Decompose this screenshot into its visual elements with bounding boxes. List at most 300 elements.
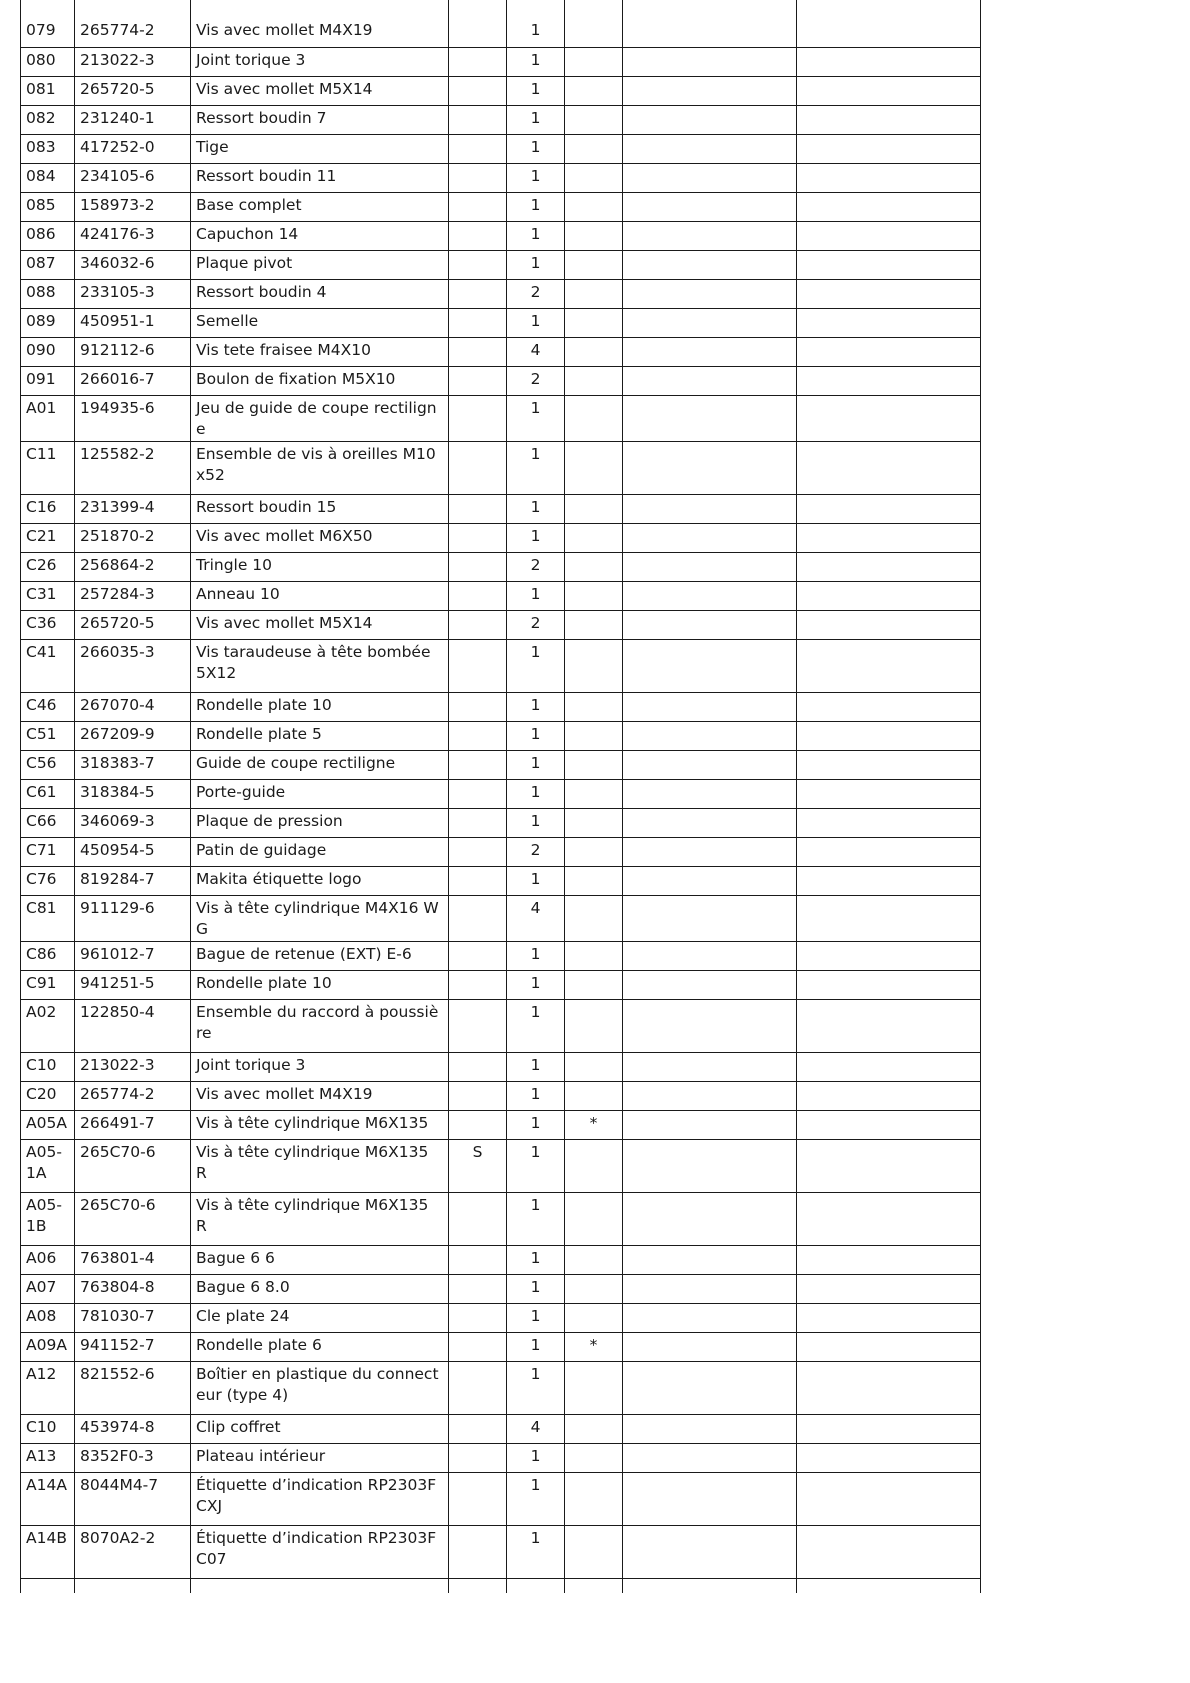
quantity-cell: 1 [507, 134, 565, 163]
table-row [21, 163, 981, 192]
table-row [21, 523, 981, 552]
flag-cell [449, 250, 507, 279]
description-cell: Vis avec mollet M5X14 [191, 610, 449, 639]
table-row [21, 395, 981, 441]
quantity-cell: 1 [507, 1081, 565, 1110]
quantity-cell: 1 [507, 1472, 565, 1525]
blank-cell [623, 1414, 797, 1443]
quantity-cell: 1 [507, 1332, 565, 1361]
flag-cell [449, 970, 507, 999]
quantity-cell: 2 [507, 610, 565, 639]
flag-cell [449, 779, 507, 808]
flag-cell [449, 692, 507, 721]
item-number-cell: C26 [21, 552, 75, 581]
part-number-cell: 961012-7 [75, 941, 191, 970]
blank-cell [797, 808, 981, 837]
table-row [21, 1245, 981, 1274]
part-number-cell: 233105-3 [75, 279, 191, 308]
quantity-cell: 1 [507, 308, 565, 337]
blank-cell [797, 1139, 981, 1192]
description-cell: Semelle [191, 308, 449, 337]
quantity-cell: 4 [507, 1414, 565, 1443]
flag-cell: S [449, 1139, 507, 1192]
description-cell: Vis avec mollet M5X14 [191, 76, 449, 105]
table-row [21, 552, 981, 581]
blank-cell [623, 1192, 797, 1245]
part-number-cell: 257284-3 [75, 581, 191, 610]
item-number-cell: A01 [21, 395, 75, 441]
part-number-cell: 417252-0 [75, 134, 191, 163]
blank-cell [797, 494, 981, 523]
table-row [21, 837, 981, 866]
blank-cell [623, 721, 797, 750]
note-cell [565, 999, 623, 1052]
description-cell: Ensemble du raccord à poussière [191, 999, 449, 1052]
flag-cell [449, 163, 507, 192]
blank-cell [623, 941, 797, 970]
blank-cell [623, 250, 797, 279]
flag-cell [449, 395, 507, 441]
note-cell [565, 494, 623, 523]
table-row [21, 0, 981, 47]
note-cell: * [565, 1332, 623, 1361]
blank-cell [797, 47, 981, 76]
description-cell: Boulon de fixation M5X10 [191, 366, 449, 395]
quantity-cell: 1 [507, 941, 565, 970]
quantity-cell: 2 [507, 552, 565, 581]
blank-cell [797, 1274, 981, 1303]
blank-cell [623, 163, 797, 192]
part-number-cell: 912112-6 [75, 337, 191, 366]
blank-cell [623, 1443, 797, 1472]
table-row [21, 441, 981, 494]
item-number-cell: A05A [21, 1110, 75, 1139]
quantity-cell: 1 [507, 163, 565, 192]
flag-cell [449, 1303, 507, 1332]
blank-cell [623, 337, 797, 366]
blank-cell [797, 134, 981, 163]
blank-cell [623, 552, 797, 581]
note-cell [565, 1192, 623, 1245]
note-cell [565, 552, 623, 581]
part-number-cell: 213022-3 [75, 1052, 191, 1081]
part-number-cell: 265C70-6 [75, 1139, 191, 1192]
blank-cell [623, 610, 797, 639]
part-number-cell: 265C70-6 [75, 1192, 191, 1245]
item-number-cell: C16 [21, 494, 75, 523]
table-row [21, 1274, 981, 1303]
blank-cell [623, 895, 797, 941]
note-cell [565, 308, 623, 337]
item-number-cell: 080 [21, 47, 75, 76]
description-cell: Ensemble de vis à oreilles M10x52 [191, 441, 449, 494]
description-cell: Ressort boudin 7 [191, 105, 449, 134]
blank-cell [623, 808, 797, 837]
flag-cell [449, 1052, 507, 1081]
part-number-cell: 763804-8 [75, 1274, 191, 1303]
flag-cell [449, 47, 507, 76]
quantity-cell: 1 [507, 395, 565, 441]
parts-table [20, 0, 981, 1593]
note-cell [565, 941, 623, 970]
note-cell: * [565, 1110, 623, 1139]
item-number-cell: C20 [21, 1081, 75, 1110]
flag-cell [449, 610, 507, 639]
blank-cell [797, 1245, 981, 1274]
description-cell: Tige [191, 134, 449, 163]
quantity-cell: 1 [507, 1361, 565, 1414]
table-row [21, 581, 981, 610]
item-number-cell: 090 [21, 337, 75, 366]
blank-cell [797, 395, 981, 441]
description-cell: Ressort boudin 15 [191, 494, 449, 523]
note-cell [565, 808, 623, 837]
note-cell [565, 837, 623, 866]
flag-cell [449, 308, 507, 337]
part-number-cell: 941152-7 [75, 1332, 191, 1361]
blank-cell [623, 1274, 797, 1303]
part-number-cell: 453974-8 [75, 1414, 191, 1443]
note-cell [565, 610, 623, 639]
quantity-cell: 4 [507, 337, 565, 366]
part-number-cell: 267070-4 [75, 692, 191, 721]
part-number-cell: 318384-5 [75, 779, 191, 808]
note-cell [565, 1081, 623, 1110]
parts-table-body [21, 0, 981, 1593]
table-row [21, 279, 981, 308]
note-cell [565, 721, 623, 750]
item-number-cell: C10 [21, 1414, 75, 1443]
flag-cell [449, 1081, 507, 1110]
note-cell [565, 1303, 623, 1332]
quantity-cell: 1 [507, 494, 565, 523]
blank-cell [623, 1081, 797, 1110]
quantity-cell: 1 [507, 1110, 565, 1139]
part-number-cell: 256864-2 [75, 552, 191, 581]
part-number-cell: 450951-1 [75, 308, 191, 337]
item-number-cell: C81 [21, 895, 75, 941]
blank-cell [623, 1245, 797, 1274]
description-cell: Plateau intérieur [191, 1443, 449, 1472]
description-cell: Plaque de pression [191, 808, 449, 837]
item-number-cell: A09A [21, 1332, 75, 1361]
blank-cell [623, 523, 797, 552]
note-cell [565, 441, 623, 494]
note-cell [565, 192, 623, 221]
note-cell [565, 1414, 623, 1443]
description-cell: Base complet [191, 192, 449, 221]
blank-cell [623, 866, 797, 895]
part-number-cell: 265774-2 [75, 0, 191, 47]
part-number-cell: 318383-7 [75, 750, 191, 779]
flag-cell [449, 366, 507, 395]
blank-cell [623, 1052, 797, 1081]
blank-cell [797, 750, 981, 779]
blank-cell [623, 1139, 797, 1192]
flag-cell [449, 581, 507, 610]
blank-cell [623, 395, 797, 441]
note-cell [565, 221, 623, 250]
description-cell: Vis à tête cylindrique M6X135 R [191, 1192, 449, 1245]
blank-cell [797, 837, 981, 866]
table-row [21, 1443, 981, 1472]
note-cell [565, 279, 623, 308]
note-cell [565, 970, 623, 999]
quantity-cell: 2 [507, 837, 565, 866]
flag-cell [449, 192, 507, 221]
item-number-cell: C10 [21, 1052, 75, 1081]
part-number-cell: 821552-6 [75, 1361, 191, 1414]
note-cell [565, 866, 623, 895]
blank-cell [623, 1110, 797, 1139]
flag-cell [449, 1472, 507, 1525]
note-cell [565, 105, 623, 134]
note-cell [565, 1525, 623, 1578]
quantity-cell: 1 [507, 721, 565, 750]
part-number-cell: 231399-4 [75, 494, 191, 523]
description-cell: Rondelle plate 5 [191, 721, 449, 750]
note-cell [565, 1361, 623, 1414]
table-row [21, 999, 981, 1052]
flag-cell [449, 1332, 507, 1361]
blank-cell [797, 970, 981, 999]
note-cell [565, 523, 623, 552]
blank-cell [797, 308, 981, 337]
flag-cell [449, 221, 507, 250]
blank-cell [797, 279, 981, 308]
quantity-cell: 1 [507, 1192, 565, 1245]
flag-cell [449, 279, 507, 308]
blank-cell [623, 366, 797, 395]
description-cell: Bague 6 6 [191, 1245, 449, 1274]
blank-cell [797, 941, 981, 970]
item-number-cell: 091 [21, 366, 75, 395]
flag-cell [449, 1274, 507, 1303]
item-number-cell: 083 [21, 134, 75, 163]
flag-cell [449, 866, 507, 895]
description-cell: Plaque pivot [191, 250, 449, 279]
quantity-cell: 1 [507, 1274, 565, 1303]
quantity-cell: 1 [507, 1303, 565, 1332]
flag-cell [449, 1245, 507, 1274]
description-cell: Vis à tête cylindrique M6X135 R [191, 1139, 449, 1192]
note-cell [565, 639, 623, 692]
blank-cell [797, 1303, 981, 1332]
flag-cell [449, 552, 507, 581]
part-number-cell: 213022-3 [75, 47, 191, 76]
item-number-cell: A13 [21, 1443, 75, 1472]
note-cell [565, 337, 623, 366]
blank-cell [797, 1332, 981, 1361]
note-cell [565, 1443, 623, 1472]
description-cell: Rondelle plate 6 [191, 1332, 449, 1361]
blank-cell [797, 999, 981, 1052]
blank-cell [623, 1472, 797, 1525]
flag-cell [449, 105, 507, 134]
item-number-cell: C11 [21, 441, 75, 494]
quantity-cell: 1 [507, 250, 565, 279]
part-number-cell: 194935-6 [75, 395, 191, 441]
quantity-cell: 1 [507, 779, 565, 808]
blank-cell [797, 76, 981, 105]
blank-cell [623, 1361, 797, 1414]
flag-cell [449, 76, 507, 105]
note-cell [565, 366, 623, 395]
blank-cell [623, 1303, 797, 1332]
part-number-cell: 424176-3 [75, 221, 191, 250]
table-row [21, 808, 981, 837]
part-number-cell: 266491-7 [75, 1110, 191, 1139]
flag-cell [449, 1525, 507, 1578]
quantity-cell: 2 [507, 366, 565, 395]
blank-cell [797, 610, 981, 639]
part-number-cell: 346069-3 [75, 808, 191, 837]
blank-cell [797, 1472, 981, 1525]
description-cell: Vis avec mollet M4X19 [191, 1081, 449, 1110]
flag-cell [449, 0, 507, 47]
quantity-cell: 1 [507, 750, 565, 779]
item-number-cell: A12 [21, 1361, 75, 1414]
quantity-cell: 1 [507, 0, 565, 47]
table-row [21, 1361, 981, 1414]
table-row [21, 866, 981, 895]
note-cell [565, 1052, 623, 1081]
part-number-cell: 8044M4-7 [75, 1472, 191, 1525]
item-number-cell: A06 [21, 1245, 75, 1274]
flag-cell [449, 639, 507, 692]
quantity-cell: 1 [507, 970, 565, 999]
part-number-cell: 231240-1 [75, 105, 191, 134]
blank-cell [623, 221, 797, 250]
table-row [21, 610, 981, 639]
quantity-cell: 1 [507, 441, 565, 494]
table-row [21, 1414, 981, 1443]
quantity-cell: 1 [507, 808, 565, 837]
description-cell: Clip coffret [191, 1414, 449, 1443]
description-cell: Guide de coupe rectiligne [191, 750, 449, 779]
quantity-cell: 1 [507, 1052, 565, 1081]
flag-cell [449, 1443, 507, 1472]
quantity-cell: 1 [507, 221, 565, 250]
description-cell: Rondelle plate 10 [191, 692, 449, 721]
flag-cell [449, 337, 507, 366]
table-row [21, 1303, 981, 1332]
table-row [21, 1472, 981, 1525]
quantity-cell: 1 [507, 1139, 565, 1192]
item-number-cell: 081 [21, 76, 75, 105]
blank-cell [623, 441, 797, 494]
part-number-cell: 267209-9 [75, 721, 191, 750]
description-cell: Bague 6 8.0 [191, 1274, 449, 1303]
flag-cell [449, 1192, 507, 1245]
quantity-cell: 2 [507, 279, 565, 308]
blank-cell [797, 581, 981, 610]
part-number-cell: 346032-6 [75, 250, 191, 279]
item-number-cell: C51 [21, 721, 75, 750]
part-number-cell: 125582-2 [75, 441, 191, 494]
item-number-cell: A08 [21, 1303, 75, 1332]
flag-cell [449, 1110, 507, 1139]
blank-cell [797, 721, 981, 750]
description-cell: Boîtier en plastique du connecteur (type 4) [191, 1361, 449, 1414]
description-cell: Joint torique 3 [191, 47, 449, 76]
blank-cell [797, 250, 981, 279]
description-cell: Capuchon 14 [191, 221, 449, 250]
item-number-cell: C86 [21, 941, 75, 970]
quantity-cell: 1 [507, 47, 565, 76]
item-number-cell: A02 [21, 999, 75, 1052]
quantity-cell: 1 [507, 1443, 565, 1472]
blank-cell [623, 105, 797, 134]
part-number-cell: 265774-2 [75, 1081, 191, 1110]
blank-cell [797, 779, 981, 808]
description-cell: Porte-guide [191, 779, 449, 808]
description-cell: Vis à tête cylindrique M6X135 [191, 1110, 449, 1139]
description-cell: Ressort boudin 4 [191, 279, 449, 308]
blank-cell [507, 1578, 565, 1593]
blank-cell [623, 192, 797, 221]
blank-cell [623, 76, 797, 105]
flag-cell [449, 750, 507, 779]
flag-cell [449, 837, 507, 866]
blank-cell [797, 1110, 981, 1139]
flag-cell [449, 441, 507, 494]
note-cell [565, 134, 623, 163]
item-number-cell: C66 [21, 808, 75, 837]
table-row [21, 1525, 981, 1578]
quantity-cell: 1 [507, 76, 565, 105]
description-cell: Tringle 10 [191, 552, 449, 581]
item-number-cell: C61 [21, 779, 75, 808]
table-row [21, 105, 981, 134]
flag-cell [449, 494, 507, 523]
table-row [21, 47, 981, 76]
table-row [21, 970, 981, 999]
note-cell [565, 1274, 623, 1303]
description-cell: Étiquette d’indication RP2303FCXJ [191, 1472, 449, 1525]
item-number-cell: C21 [21, 523, 75, 552]
description-cell: Ressort boudin 11 [191, 163, 449, 192]
part-number-cell: 234105-6 [75, 163, 191, 192]
blank-cell [191, 1578, 449, 1593]
blank-cell [797, 441, 981, 494]
table-row [21, 1332, 981, 1361]
item-number-cell: A05-1B [21, 1192, 75, 1245]
blank-cell [623, 970, 797, 999]
item-number-cell: A07 [21, 1274, 75, 1303]
blank-cell [797, 692, 981, 721]
table-row [21, 941, 981, 970]
blank-cell [797, 639, 981, 692]
item-number-cell: C56 [21, 750, 75, 779]
table-row [21, 692, 981, 721]
blank-cell [797, 0, 981, 47]
part-number-cell: 122850-4 [75, 999, 191, 1052]
description-cell: Anneau 10 [191, 581, 449, 610]
quantity-cell: 1 [507, 105, 565, 134]
note-cell [565, 750, 623, 779]
part-number-cell: 8070A2-2 [75, 1525, 191, 1578]
blank-cell [623, 1332, 797, 1361]
blank-cell [797, 105, 981, 134]
blank-cell [797, 1052, 981, 1081]
note-cell [565, 1472, 623, 1525]
table-row [21, 221, 981, 250]
blank-cell [623, 308, 797, 337]
part-number-cell: 911129-6 [75, 895, 191, 941]
table-row [21, 337, 981, 366]
flag-cell [449, 134, 507, 163]
